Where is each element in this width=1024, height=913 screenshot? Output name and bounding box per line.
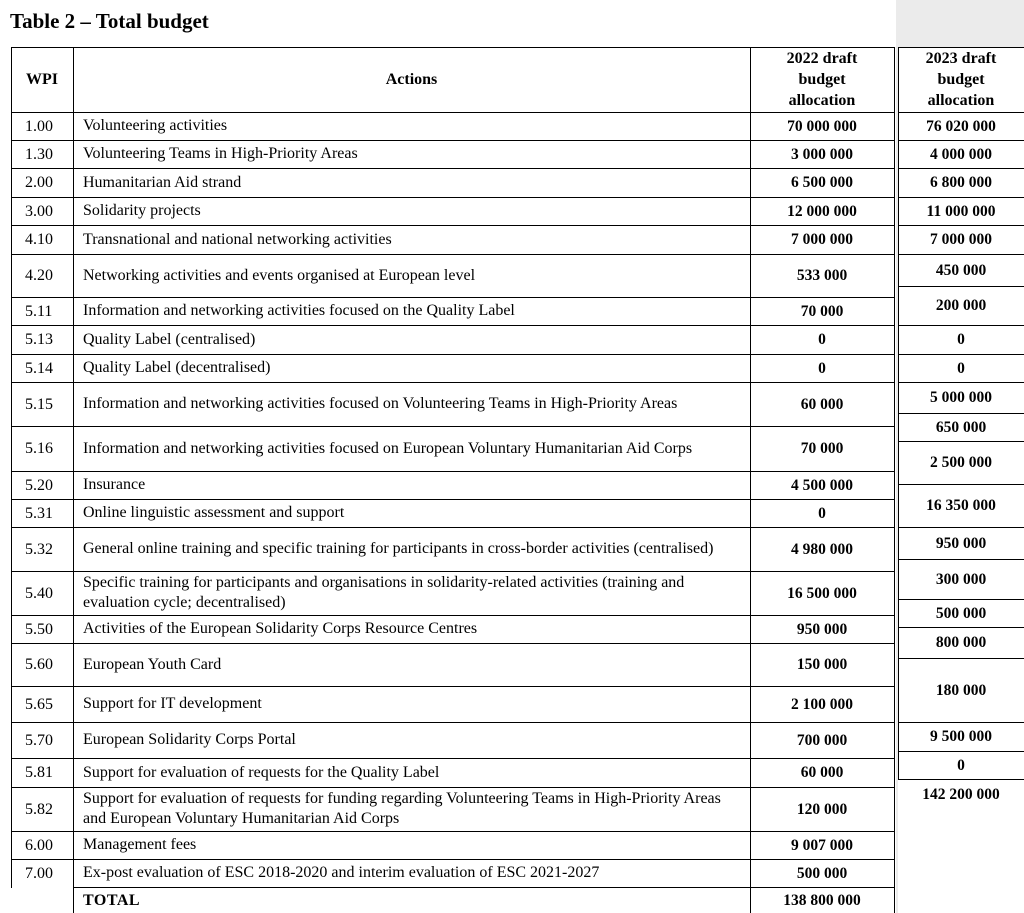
wpi-actions-divider <box>73 47 74 913</box>
action-cell-text: Information and networking activities focused on Volunteering Teams in High-Priority Areas <box>83 395 678 412</box>
header-2023-draft <box>898 47 1024 112</box>
value-2022-cell <box>750 686 894 722</box>
value-2022-cell-text: 12 000 000 <box>787 202 857 220</box>
value-2022-cell <box>750 140 894 168</box>
value-2022-cell <box>750 471 894 499</box>
value-2023-cell <box>898 382 1024 413</box>
action-cell <box>83 225 750 254</box>
value-2022-cell-text: 950 000 <box>796 620 848 638</box>
wpi-cell-text: 5.31 <box>25 504 53 522</box>
wpi-cell-text: 5.50 <box>25 620 53 638</box>
action-cell-text: Specific training for participants and organisations in solidarity-related activities (training and evaluation cycle; decentralised) <box>83 574 685 611</box>
header-wpi-text: WPI <box>26 71 58 88</box>
action-cell-text: Support for IT development <box>83 695 262 712</box>
action-cell-text: General online training and specific training for participants in cross-border activities (centralised) <box>83 540 714 557</box>
value-2022-cell-text: 16 500 000 <box>787 584 857 602</box>
action-cell <box>83 140 750 168</box>
value-2023-cell <box>898 441 1024 484</box>
action-cell-text: Humanitarian Aid strand <box>83 173 242 191</box>
action-cell-text: European Solidarity Corps Portal <box>83 731 296 748</box>
wpi-cell-text: 4.20 <box>25 267 53 284</box>
wpi-cell <box>11 168 73 197</box>
value-2023-cell-text: 950 000 <box>935 534 987 552</box>
value-2022-cell-text: 60 000 <box>800 395 844 413</box>
wpi-cell <box>11 325 73 354</box>
value-2023-cell-text: 6 800 000 <box>930 174 992 191</box>
action-cell <box>83 615 750 643</box>
value-2022-cell-text: 0 <box>818 504 826 522</box>
value-2023-cell <box>898 658 1024 722</box>
action-cell <box>83 254 750 297</box>
wpi-cell <box>11 471 73 499</box>
table-title: Table 2 – Total budget <box>10 9 209 33</box>
value-2022-cell-text: 150 000 <box>796 656 848 673</box>
wpi-cell-text: 1.00 <box>25 117 53 135</box>
action-cell <box>83 112 750 140</box>
header-2022-draft <box>750 47 894 112</box>
value-2023-cell <box>898 225 1024 254</box>
value-2023-cell-text: 76 020 000 <box>926 117 996 135</box>
value-2023-cell-text: 5 000 000 <box>930 389 992 406</box>
value-2023-cell <box>898 254 1024 286</box>
action-cell-text: Volunteering activities <box>83 117 228 134</box>
total-2022-cell-text: 138 800 000 <box>783 891 861 909</box>
wpi-cell-text: 1.30 <box>25 145 53 163</box>
value-2023-cell-text: 300 000 <box>935 570 987 588</box>
value-2023-cell-text: 0 <box>957 756 965 774</box>
value-2023-cell-text: 4 000 000 <box>930 145 992 163</box>
wpi-cell <box>11 758 73 787</box>
action-cell <box>83 527 750 571</box>
wpi-cell-text: 5.70 <box>25 731 53 749</box>
wpi-cell <box>11 686 73 722</box>
value-2022-cell-text: 7 000 000 <box>791 231 853 248</box>
value-2022-cell-text: 3 000 000 <box>791 145 853 163</box>
value-2022-cell <box>750 615 894 643</box>
header-2022-draft-text: 2022 draft budget allocation <box>786 50 858 109</box>
wpi-cell <box>11 787 73 831</box>
value-2022-cell <box>750 382 894 426</box>
value-2022-cell <box>750 859 894 887</box>
action-cell <box>83 354 750 382</box>
wpi-cell <box>11 354 73 382</box>
value-2022-cell-text: 0 <box>818 331 826 348</box>
wpi-cell-text: 2.00 <box>25 174 53 191</box>
value-2023-cell-text: 2 500 000 <box>930 454 992 471</box>
wpi-cell <box>11 382 73 426</box>
value-2023-cell <box>898 112 1024 140</box>
action-cell-text: Management fees <box>83 836 197 853</box>
value-2023-cell <box>898 140 1024 168</box>
action-cell-text: Networking activities and events organised at European level <box>83 266 476 284</box>
header-actions <box>73 47 750 112</box>
wpi-cell-text: 5.40 <box>25 584 53 602</box>
value-2023-cell-text: 16 350 000 <box>926 497 996 514</box>
value-2022-cell-text: 60 000 <box>800 764 844 781</box>
value-2023-cell <box>898 354 1024 382</box>
action-cell-text: Support for evaluation of requests for funding regarding Volunteering Teams in High-Priority Areas and European Voluntary Humanitarian Aid Corps <box>83 790 721 827</box>
action-cell <box>83 686 750 722</box>
value-2022-cell <box>750 112 894 140</box>
total-label-cell <box>83 887 750 913</box>
value-2023-cell-text: 180 000 <box>935 681 987 699</box>
action-cell-text: European Youth Card <box>83 655 222 673</box>
action-cell <box>83 471 750 499</box>
action-cell <box>83 787 750 831</box>
wpi-cell <box>11 197 73 225</box>
action-cell <box>83 831 750 859</box>
value-2023-cell <box>898 286 1024 325</box>
value-2023-cell <box>898 559 1024 599</box>
header-wpi <box>11 47 73 112</box>
value-2023-cell <box>898 527 1024 559</box>
action-cell <box>83 168 750 197</box>
value-2022-cell <box>750 787 894 831</box>
wpi-cell-text: 5.32 <box>25 540 53 558</box>
value-2022-cell-text: 70 000 <box>800 440 844 457</box>
value-2023-cell <box>898 627 1024 658</box>
value-2023-cell <box>898 413 1024 441</box>
wpi-cell <box>11 225 73 254</box>
value-2022-cell <box>750 722 894 758</box>
wpi-cell-text: 5.81 <box>25 764 53 781</box>
value-2022-cell-text: 9 007 000 <box>791 836 853 854</box>
value-2023-cell-text: 200 000 <box>935 297 987 314</box>
header-actions-text: Actions <box>385 71 438 88</box>
value-2022-cell <box>750 225 894 254</box>
wpi-cell <box>11 297 73 325</box>
value-2022-cell <box>750 527 894 571</box>
wpi-cell <box>11 571 73 615</box>
value-2023-cell-text: 11 000 000 <box>926 202 996 220</box>
wpi-cell-text: 5.65 <box>25 695 53 713</box>
value-2022-cell <box>750 758 894 787</box>
action-cell <box>83 197 750 225</box>
wpi-cell-text: 7.00 <box>25 864 53 882</box>
action-cell-text: Information and networking activities focused on European Voluntary Humanitarian Aid Corps <box>83 439 693 457</box>
wpi-cell <box>11 527 73 571</box>
value-2022-cell <box>750 643 894 686</box>
action-cell-text: Solidarity projects <box>83 202 201 219</box>
value-2023-cell <box>898 168 1024 197</box>
value-2023-cell <box>898 197 1024 225</box>
value-2023-cell-text: 0 <box>957 331 965 348</box>
value-2022-cell <box>750 197 894 225</box>
total-label-cell-text: TOTAL <box>83 891 141 909</box>
action-cell <box>83 325 750 354</box>
wpi-cell <box>11 140 73 168</box>
value-2022-cell-text: 700 000 <box>796 731 848 749</box>
value-2022-cell <box>750 254 894 297</box>
wpi-cell-text: 5.11 <box>25 302 53 320</box>
value-2022-cell-text: 2 100 000 <box>791 695 853 713</box>
action-cell-text: Information and networking activities focused on the Quality Label <box>83 302 515 319</box>
value-2023-cell <box>898 779 1024 809</box>
action-cell <box>83 722 750 758</box>
value-2022-cell <box>750 571 894 615</box>
value-2022-cell-text: 120 000 <box>796 800 848 818</box>
value-2023-cell-text: 0 <box>957 359 965 377</box>
value-2023-cell-text: 800 000 <box>935 634 987 651</box>
wpi-cell <box>11 615 73 643</box>
table-right-border <box>894 47 895 913</box>
action-cell <box>83 758 750 787</box>
wpi-cell-text: 3.00 <box>25 202 53 220</box>
value-2023-cell <box>898 722 1024 751</box>
value-2023-cell-text: 450 000 <box>935 261 987 279</box>
action-cell <box>83 382 750 426</box>
action-cell-text: Activities of the European Solidarity Corps Resource Centres <box>83 620 478 637</box>
wpi-cell <box>11 722 73 758</box>
header-2023-draft-text: 2023 draft budget allocation <box>925 50 997 109</box>
wpi-cell-text: 5.16 <box>25 440 53 457</box>
wpi-cell-text: 4.10 <box>25 231 53 248</box>
value-2023-cell-text: 9 500 000 <box>930 728 992 745</box>
wpi-cell <box>11 112 73 140</box>
value-2022-cell <box>750 499 894 527</box>
wpi-cell <box>11 499 73 527</box>
value-2022-cell-text: 70 000 000 <box>787 117 857 135</box>
wpi-cell-text: 5.82 <box>25 800 53 818</box>
wpi-cell-text: 5.15 <box>25 395 53 413</box>
wpi-cell-text: 6.00 <box>25 836 53 854</box>
action-cell <box>83 571 750 615</box>
action-cell-text: Transnational and national networking activities <box>83 230 392 248</box>
value-2022-cell-text: 4 500 000 <box>791 476 853 494</box>
action-cell-text: Quality Label (centralised) <box>83 330 256 348</box>
value-2022-cell-text: 6 500 000 <box>791 174 853 191</box>
value-2023-cell <box>898 599 1024 627</box>
wpi-cell <box>11 831 73 859</box>
value-2022-cell <box>750 297 894 325</box>
action-cell-text: Online linguistic assessment and support <box>83 504 345 521</box>
value-2022-cell-text: 533 000 <box>796 267 848 284</box>
value-2022-cell <box>750 426 894 471</box>
value-2022-cell <box>750 325 894 354</box>
action-cell <box>83 426 750 471</box>
action-cell-text: Insurance <box>83 476 146 493</box>
wpi-cell-text: 5.20 <box>25 476 53 494</box>
wpi-cell <box>11 426 73 471</box>
value-2023-cell-text: 650 000 <box>935 418 987 436</box>
action-cell <box>83 643 750 686</box>
action-cell-text: Support for evaluation of requests for the Quality Label <box>83 763 440 781</box>
value-2023-cell <box>898 484 1024 527</box>
value-2022-cell-text: 0 <box>818 359 826 377</box>
value-2023-cell-text: 142 200 000 <box>922 785 1000 803</box>
wpi-cell <box>11 254 73 297</box>
wpi-cell <box>11 643 73 686</box>
action-cell <box>83 297 750 325</box>
value-2022-cell-text: 4 980 000 <box>791 540 853 558</box>
value-2022-cell <box>750 831 894 859</box>
action-cell-text: Quality Label (decentralised) <box>83 359 271 376</box>
value-2023-cell-text: 500 000 <box>935 604 987 622</box>
wpi-cell <box>11 859 73 887</box>
value-2023-cell-text: 7 000 000 <box>930 231 992 248</box>
action-cell <box>83 859 750 887</box>
value-2022-cell-text: 70 000 <box>800 302 844 320</box>
value-2023-cell <box>898 751 1024 779</box>
action-cell-text: Volunteering Teams in High-Priority Areas <box>83 145 358 162</box>
value-2022-cell-text: 500 000 <box>796 864 848 882</box>
wpi-cell-text: 5.13 <box>25 331 53 348</box>
action-cell <box>83 499 750 527</box>
total-2022-cell <box>750 887 894 913</box>
action-cell-text: Ex-post evaluation of ESC 2018-2020 and interim evaluation of ESC 2021-2027 <box>83 864 600 881</box>
wpi-cell-text: 5.60 <box>25 656 53 673</box>
value-2022-cell <box>750 354 894 382</box>
wpi-cell-text: 5.14 <box>25 359 53 377</box>
value-2022-cell <box>750 168 894 197</box>
value-2023-cell <box>898 325 1024 354</box>
